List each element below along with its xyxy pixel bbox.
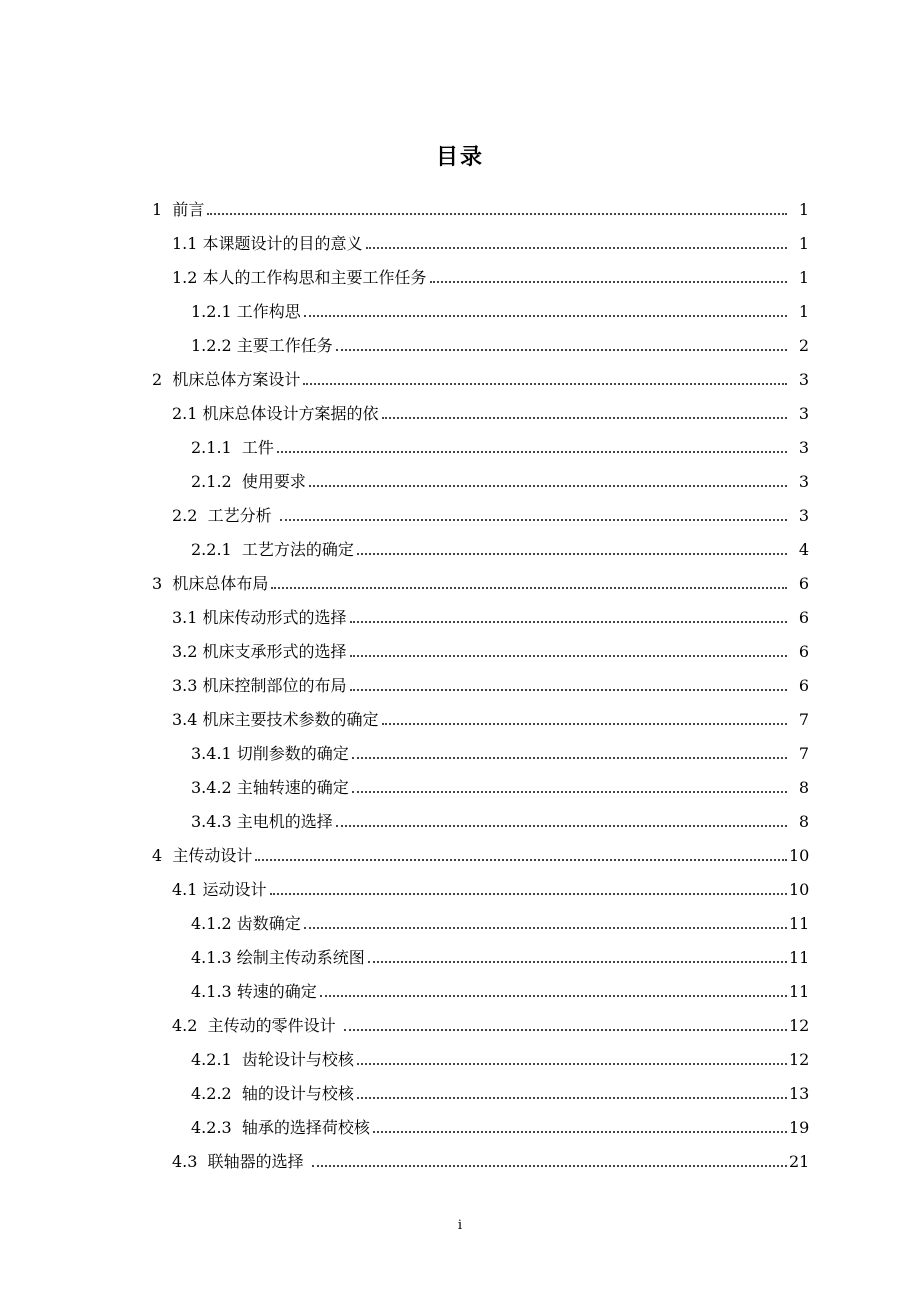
toc-entry-page: 3 bbox=[798, 404, 809, 423]
toc-dot-leader bbox=[207, 212, 787, 215]
toc-entry[interactable] bbox=[0, 529, 920, 563]
toc-dot-leader bbox=[270, 892, 787, 895]
toc-dot-leader bbox=[304, 926, 787, 929]
toc-entry-title: 3 机床总体布局 bbox=[152, 574, 269, 593]
toc-entry-page: 1 bbox=[798, 200, 809, 219]
toc-entry-title: 1.1 本课题设计的目的意义 bbox=[172, 234, 363, 253]
toc-dot-leader bbox=[352, 790, 787, 793]
toc-entry[interactable] bbox=[0, 631, 920, 665]
toc-dot-leader bbox=[304, 314, 787, 317]
toc-entry-page: 3 bbox=[798, 506, 809, 525]
toc-entry-title: 4.2.1 齿轮设计与校核 bbox=[191, 1050, 354, 1069]
toc-dot-leader bbox=[320, 994, 787, 997]
page-title: 目录 bbox=[435, 145, 484, 170]
toc-entry-title: 2.1 机床总体设计方案据的依 bbox=[172, 404, 379, 423]
toc-entry[interactable] bbox=[0, 733, 920, 767]
toc-dot-leader bbox=[352, 756, 787, 759]
toc-dot-leader bbox=[312, 1164, 787, 1167]
toc-entry[interactable] bbox=[0, 597, 920, 631]
toc-entry[interactable] bbox=[0, 801, 920, 835]
toc-entry-title: 3.4.2 主轴转速的确定 bbox=[191, 778, 349, 797]
toc-entry-page: 6 bbox=[798, 574, 809, 593]
toc-entry-title: 3.4.3 主电机的选择 bbox=[191, 812, 333, 831]
toc-entry-page: 12 bbox=[789, 1050, 810, 1069]
toc-entry-title: 4.2.2 轴的设计与校核 bbox=[191, 1084, 354, 1103]
toc-entry-page: 19 bbox=[789, 1118, 810, 1137]
toc-entry-title: 3.4 机床主要技术参数的确定 bbox=[172, 710, 379, 729]
toc-entry-title: 2.2 工艺分析 bbox=[172, 506, 277, 525]
toc-dot-leader bbox=[350, 620, 787, 623]
toc-entry[interactable] bbox=[0, 971, 920, 1005]
toc-entry[interactable] bbox=[0, 291, 920, 325]
toc-entry-title: 1 前言 bbox=[152, 200, 205, 219]
toc-entry-page: 8 bbox=[798, 812, 809, 831]
toc-entry-title: 2.2.1 工艺方法的确定 bbox=[191, 540, 354, 559]
toc-entry-page: 6 bbox=[798, 676, 809, 695]
toc-entry-title: 3.4.1 切削参数的确定 bbox=[191, 744, 349, 763]
toc-dot-leader bbox=[430, 280, 787, 283]
toc-entry[interactable] bbox=[0, 767, 920, 801]
toc-entry[interactable] bbox=[0, 1039, 920, 1073]
toc-entry[interactable] bbox=[0, 461, 920, 495]
toc-entry[interactable] bbox=[0, 393, 920, 427]
toc-entry-title: 4.1.2 齿数确定 bbox=[191, 914, 301, 933]
toc-dot-leader bbox=[255, 858, 787, 861]
toc-dot-leader bbox=[277, 450, 787, 453]
toc-entry[interactable] bbox=[0, 325, 920, 359]
toc-entry-title: 4 主传动设计 bbox=[152, 846, 253, 865]
toc-dot-leader bbox=[382, 722, 787, 725]
toc-entry-page: 6 bbox=[798, 608, 809, 627]
toc-entry-page: 8 bbox=[798, 778, 809, 797]
toc-entry-page: 7 bbox=[798, 710, 809, 729]
toc-entry-title: 3.3 机床控制部位的布局 bbox=[172, 676, 347, 695]
toc-dot-leader bbox=[271, 586, 787, 589]
toc-entry-title: 4.2 主传动的零件设计 bbox=[172, 1016, 341, 1035]
toc-dot-leader bbox=[309, 484, 787, 487]
page-number: i bbox=[457, 1218, 463, 1233]
toc-entry[interactable] bbox=[0, 937, 920, 971]
toc-entry-page: 1 bbox=[798, 234, 809, 253]
toc-entry[interactable] bbox=[0, 1005, 920, 1039]
toc-dot-leader bbox=[373, 1130, 787, 1133]
toc-dot-leader bbox=[280, 518, 787, 521]
toc-entry-page: 10 bbox=[789, 880, 810, 899]
toc-entry-page: 2 bbox=[798, 336, 809, 355]
toc-entry-page: 11 bbox=[789, 948, 810, 967]
toc-entry-page: 21 bbox=[789, 1152, 810, 1171]
toc-dot-leader bbox=[382, 416, 787, 419]
toc-entry[interactable] bbox=[0, 903, 920, 937]
toc-dot-leader bbox=[336, 348, 787, 351]
toc-dot-leader bbox=[357, 1096, 787, 1099]
toc-entry-page: 12 bbox=[789, 1016, 810, 1035]
toc-entry-title: 3.1 机床传动形式的选择 bbox=[172, 608, 347, 627]
toc-entry-page: 11 bbox=[789, 982, 810, 1001]
toc-entry-page: 11 bbox=[789, 914, 810, 933]
toc-entry[interactable] bbox=[0, 359, 920, 393]
toc-entry-page: 3 bbox=[798, 438, 809, 457]
toc-dot-leader bbox=[368, 960, 787, 963]
toc-entry[interactable] bbox=[0, 665, 920, 699]
toc-entry-title: 4.2.3 轴承的选择荷校核 bbox=[191, 1118, 370, 1137]
toc-dot-leader bbox=[350, 688, 787, 691]
toc-dot-leader bbox=[303, 382, 787, 385]
toc-entry[interactable] bbox=[0, 1107, 920, 1141]
toc-entry-title: 4.3 联轴器的选择 bbox=[172, 1152, 309, 1171]
toc-entry-title: 2.1.2 使用要求 bbox=[191, 472, 306, 491]
toc-entry-page: 3 bbox=[798, 370, 809, 389]
toc-entry-title: 2 机床总体方案设计 bbox=[152, 370, 301, 389]
toc-entry-page: 1 bbox=[798, 268, 809, 287]
toc-entry[interactable] bbox=[0, 223, 920, 257]
toc-entry-title: 1.2.2 主要工作任务 bbox=[191, 336, 333, 355]
toc-entry-page: 6 bbox=[798, 642, 809, 661]
toc-dot-leader bbox=[336, 824, 787, 827]
toc-entry-page: 7 bbox=[798, 744, 809, 763]
toc-entry-title: 3.2 机床支承形式的选择 bbox=[172, 642, 347, 661]
toc-entry-page: 10 bbox=[789, 846, 810, 865]
toc-entry[interactable] bbox=[0, 869, 920, 903]
toc-dot-leader bbox=[344, 1028, 787, 1031]
toc-dot-leader bbox=[357, 552, 787, 555]
toc-entry-page: 1 bbox=[798, 302, 809, 321]
toc-dot-leader bbox=[366, 246, 787, 249]
toc-entry[interactable] bbox=[0, 1073, 920, 1107]
toc-entry-title: 4.1 运动设计 bbox=[172, 880, 267, 899]
toc-entry-title: 1.2 本人的工作构思和主要工作任务 bbox=[172, 268, 427, 287]
toc-entry[interactable] bbox=[0, 1141, 920, 1175]
toc-entry-page: 13 bbox=[789, 1084, 810, 1103]
toc-entry[interactable] bbox=[0, 189, 920, 223]
toc-entry[interactable] bbox=[0, 563, 920, 597]
toc-dot-leader bbox=[357, 1062, 787, 1065]
table-of-contents bbox=[0, 189, 920, 1175]
toc-entry[interactable] bbox=[0, 495, 920, 529]
toc-entry-title: 4.1.3 绘制主传动系统图 bbox=[191, 948, 365, 967]
toc-entry-page: 3 bbox=[798, 472, 809, 491]
toc-entry-title: 2.1.1 工件 bbox=[191, 438, 274, 457]
toc-entry[interactable] bbox=[0, 427, 920, 461]
toc-dot-leader bbox=[350, 654, 787, 657]
toc-entry[interactable] bbox=[0, 699, 920, 733]
toc-entry[interactable] bbox=[0, 257, 920, 291]
toc-entry-page: 4 bbox=[798, 540, 809, 559]
toc-entry[interactable] bbox=[0, 835, 920, 869]
toc-entry-title: 4.1.3 转速的确定 bbox=[191, 982, 317, 1001]
toc-entry-title: 1.2.1 工作构思 bbox=[191, 302, 301, 321]
